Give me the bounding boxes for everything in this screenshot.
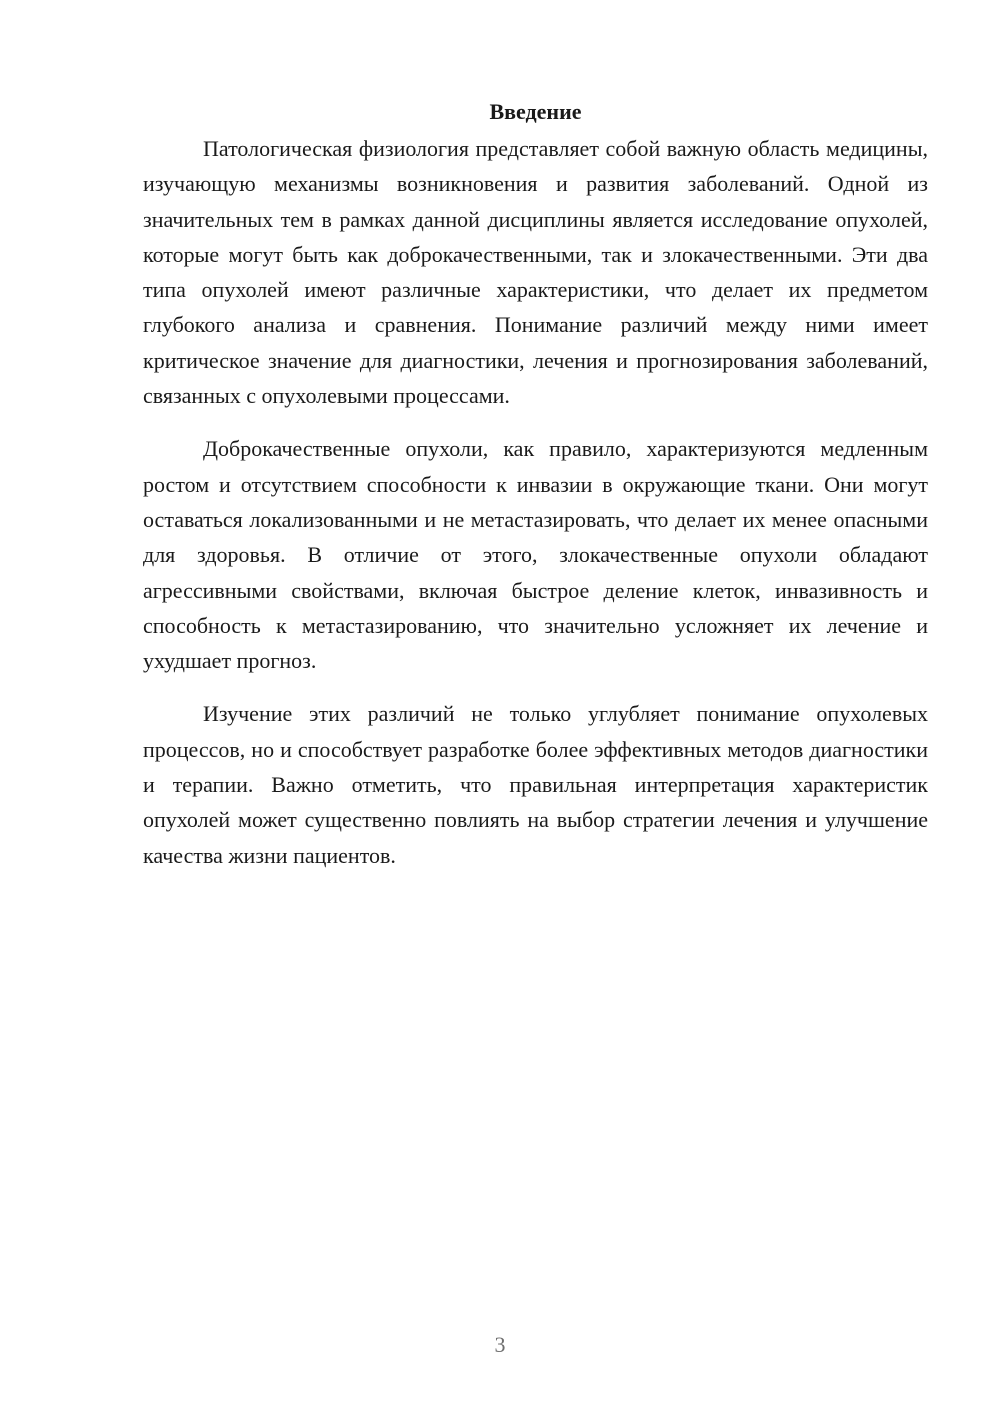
paragraph-2: Доброкачественные опухоли, как правило, характеризуются медленным ростом и отсутствием способности к инвазии в окружающие ткани. Они могут оставаться локализованными и не метастазировать, что делает их менее опасными для здоровья. В отличие от этого, злокачественные опухоли обладают агрессивными свойствами, включая быстрое деление клеток, инвазивность и способность к метастазированию, что значительно усложняет их лечение и ухудшает прогноз. xyxy=(143,436,928,674)
section-heading: Введение xyxy=(489,99,582,124)
paragraph-3: Изучение этих различий не только углубляет понимание опухолевых процессов, но и способствует разработке более эффективных методов диагностики и терапии. Важно отметить, что правильная интерпретация характеристик опухолей может существенно повлиять на выбор стратегии лечения и улучшение качества жизни пациентов. xyxy=(143,701,928,868)
paragraph-1: Патологическая физиология представляет собой важную область медицины, изучающую механизмы возникновения и развития заболеваний. Одной из значительных тем в рамках данной дисциплины является исследование опухолей, которые могут быть как доброкачественными, так и злокачественными. Эти два типа опухолей имеют различные характеристики, что делает их предметом глубокого анализа и сравнения. Понимание различий между ними имеет критическое значение для диагностики, лечения и прогнозирования заболеваний, связанных с опухолевыми процессами. xyxy=(143,136,928,409)
page-number: 3 xyxy=(494,1332,506,1357)
page-content xyxy=(143,94,928,891)
